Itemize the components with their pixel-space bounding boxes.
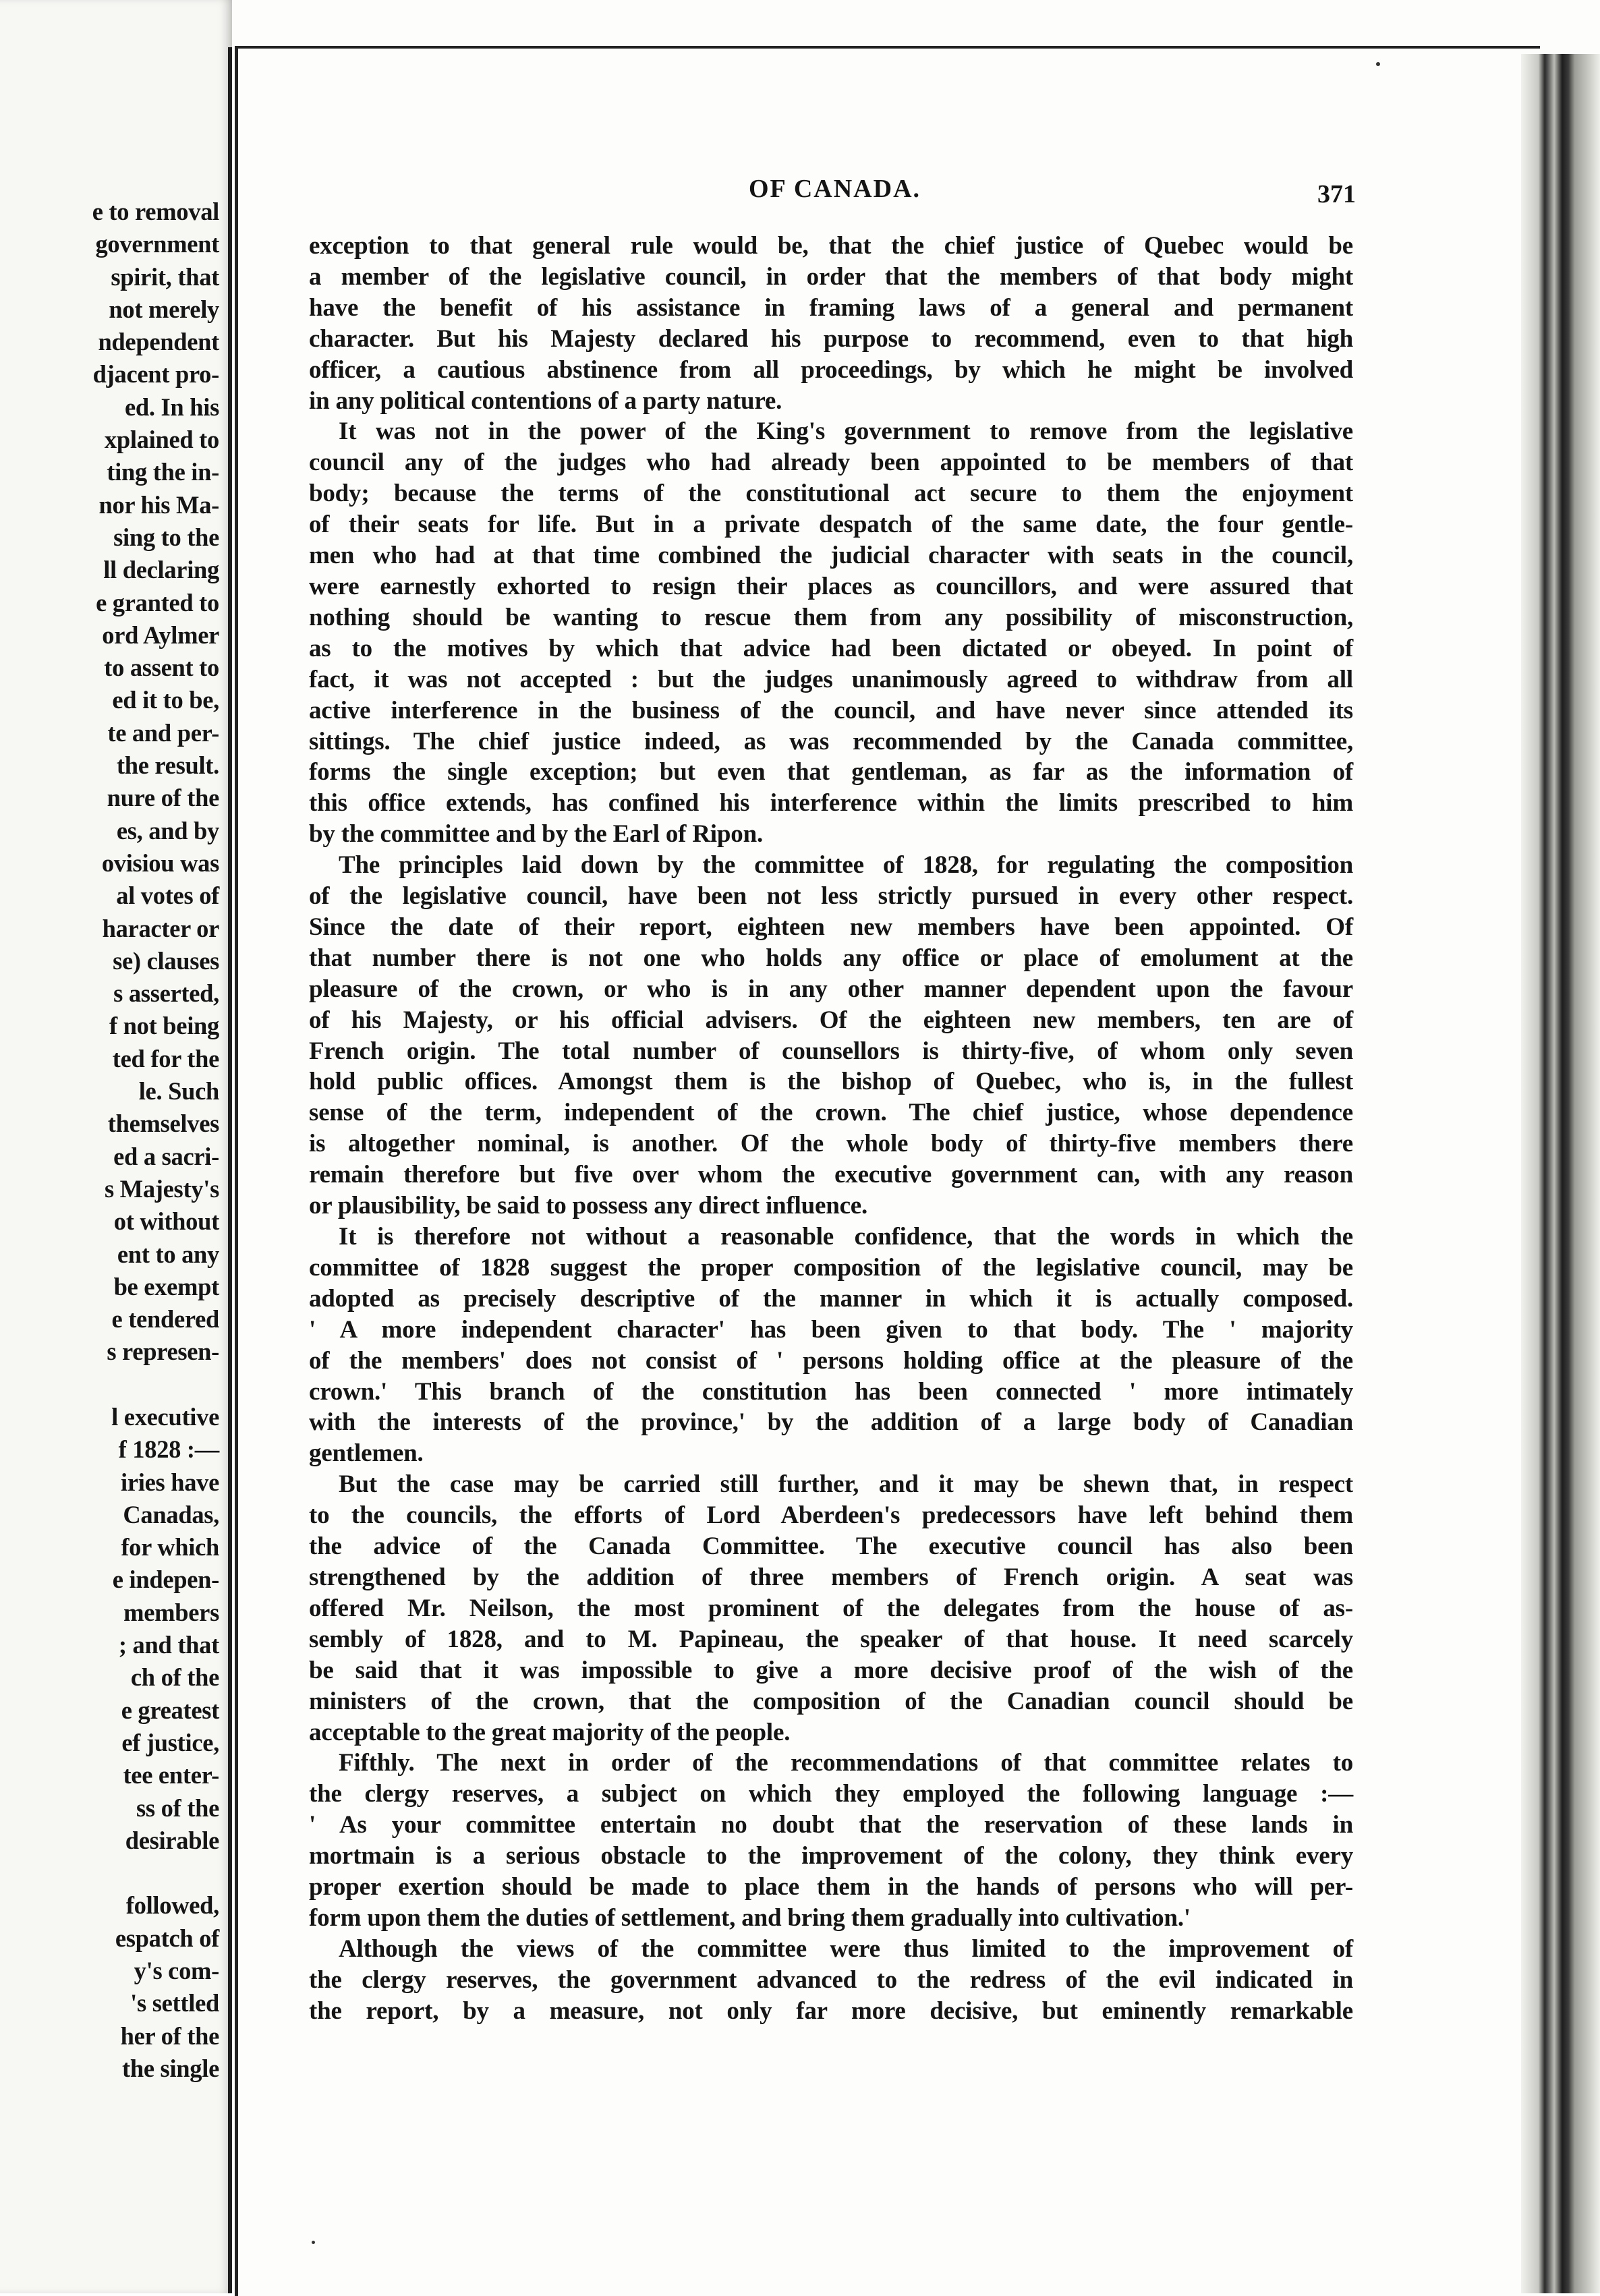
text-line: exception to that general rule would be, that the chief justice of Quebec would be (309, 232, 1353, 260)
facing-page-line: al votes of (116, 882, 219, 910)
text-line: Although the views of the committee were thus limited to the improvement of (339, 1934, 1353, 1963)
facing-page-line: e greatest (121, 1696, 219, 1724)
facing-page-line: l executive (111, 1402, 219, 1431)
text-line: nothing should be wanting to rescue them from any possibility of misconstruction, (309, 603, 1353, 631)
text-line: mortmain is a serious obstacle to the improvement of the colony, they think every (309, 1842, 1353, 1870)
gutter-edge (228, 47, 232, 2293)
facing-page-line: not merely (109, 295, 219, 323)
facing-page-line: her of the (120, 2021, 219, 2050)
facing-page-line: members (123, 1598, 219, 1626)
facing-page-line: be exempt (113, 1272, 219, 1300)
text-line: have the benefit of his assistance in framing laws of a general and permanent (309, 293, 1353, 322)
facing-page-line: ll declaring (103, 556, 219, 584)
text-line: be said that it was impossible to give a more decisive proof of the wish of the (309, 1656, 1353, 1684)
facing-page-fragment (0, 0, 232, 2293)
facing-page-line: government (95, 230, 219, 258)
facing-page-line: the result. (116, 751, 219, 780)
text-line: officer, a cautious abstinence from all proceedings, by which he might be involved (309, 355, 1353, 384)
text-line: of the members' does not consist of ' persons holding office at the pleasure of the (309, 1346, 1353, 1375)
text-line: council any of the judges who had already been appointed to be members of that (309, 449, 1353, 477)
facing-page-line: djacent pro- (92, 360, 219, 389)
text-line: fact, it was not accepted : but the judges unanimously agreed to withdraw from all (309, 665, 1353, 693)
facing-page-line: followed, (125, 1891, 219, 1920)
facing-page-line: xplained to (104, 426, 219, 454)
facing-page-line: themselves (107, 1110, 219, 1138)
text-line: The principles laid down by the committee of 1828, for regulating the composition (339, 851, 1353, 880)
text-line: hold public offices. Amongst them is the bishop of Quebec, who is, in the fullest (309, 1068, 1353, 1096)
facing-page-line: desirable (125, 1826, 219, 1854)
paragraph (309, 1934, 1353, 2027)
facing-page-line: ovisiou was (101, 849, 219, 877)
facing-page-line: s asserted, (113, 979, 219, 1008)
facing-page-line: ed it to be, (112, 686, 219, 714)
text-line: in any political contentions of a party nature. (309, 386, 782, 415)
facing-page-line: the single (121, 2054, 219, 2082)
text-line: sittings. The chief justice indeed, as was recommended by the Canada committee, (309, 727, 1353, 755)
text-line: or plausibility, be said to possess any direct influence. (309, 1192, 868, 1220)
facing-page-line: tee enter- (123, 1761, 219, 1789)
text-line: acceptable to the great majority of the people. (309, 1718, 791, 1746)
text-line: this office extends, has confined his interference within the limits prescribed to him (309, 789, 1353, 817)
running-head: OF CANADA. (749, 175, 921, 203)
text-line: character. But his Majesty declared his purpose to recommend, even to that high (309, 324, 1353, 353)
facing-page-line: ent to any (117, 1240, 219, 1268)
text-line: form upon them the duties of settlement, and bring them gradually into cultivation.' (309, 1903, 1191, 1932)
paragraph (309, 416, 1353, 850)
facing-page-line: nor his Ma- (98, 490, 219, 519)
facing-page-line: s Majesty's (104, 1174, 219, 1203)
facing-page-line: 's settled (130, 1989, 219, 2017)
page-header (317, 174, 1356, 214)
facing-page-line: ef justice, (121, 1728, 219, 1756)
text-line: of their seats for life. But in a private despatch of the same date, the four gentle- (309, 511, 1353, 539)
text-line: French origin. The total number of counsellors is thirty-five, of whom only seven (309, 1037, 1353, 1065)
text-line: It is therefore not without a reasonable confidence, that the words in which the (339, 1223, 1353, 1251)
page-number: 371 (1317, 180, 1356, 208)
facing-page-line: ndependent (98, 328, 219, 356)
text-line: But the case may be carried still further, and it may be shewn that, in respect (339, 1470, 1353, 1499)
text-line: offered Mr. Neilson, the most prominent of the delegates from the house of as- (309, 1594, 1353, 1622)
text-line: proper exertion should be made to place them in the hands of persons who will per- (309, 1873, 1353, 1901)
text-line: committee of 1828 suggest the proper composition of the legislative council, may be (309, 1253, 1353, 1282)
facing-page-line: ch of the (130, 1663, 219, 1692)
facing-page-line: f 1828 :— (118, 1435, 219, 1464)
body-text (309, 231, 1353, 2027)
facing-page-line: ted for the (112, 1044, 219, 1072)
facing-page-line: e indepen- (112, 1566, 219, 1594)
text-line: the clergy reserves, the government advanced to the redress of the evil indicated in (309, 1965, 1353, 1994)
text-line: that number there is not one who holds any office or place of emolument at the (309, 944, 1353, 972)
facing-page-line: f not being (109, 1012, 219, 1040)
facing-page-line: s represen- (107, 1338, 219, 1366)
text-line: ministers of the crown, that the composition of the Canadian council should be (309, 1687, 1353, 1715)
text-line: ' A more independent character' has been given to that body. The ' majority (309, 1315, 1353, 1344)
text-line: sense of the term, independent of the crown. The chief justice, whose dependence (309, 1099, 1353, 1127)
book-edge (1521, 54, 1600, 2293)
scan-speck (1376, 62, 1380, 66)
facing-page-line: to assent to (104, 654, 219, 682)
facing-page-line: se) clauses (113, 946, 219, 975)
text-line: pleasure of the crown, or who is in any other manner dependent upon the favour (309, 975, 1353, 1003)
facing-page-line: e granted to (96, 588, 219, 616)
text-line: body; because the terms of the constitutional act secure to them the enjoyment (309, 480, 1353, 508)
facing-page-line: Canadas, (123, 1500, 219, 1528)
facing-page-text (0, 196, 219, 2085)
facing-page-line: e to removal (92, 198, 219, 225)
facing-page-line: ed a sacri- (113, 1142, 219, 1170)
facing-page-line: for which (121, 1533, 219, 1561)
text-line: Fifthly. The next in order of the recommendations of that committee relates to (339, 1749, 1353, 1777)
text-line: crown.' This branch of the constitution has been connected ' more intimately (309, 1377, 1353, 1406)
text-line: ' As your committee entertain no doubt that the reservation of these lands in (309, 1811, 1353, 1839)
paragraph (309, 1222, 1353, 1469)
text-line: a member of the legislative council, in order that the members of that body might (309, 262, 1353, 291)
facing-page-line: te and per- (107, 718, 219, 747)
text-line: adopted as precisely descriptive of the manner in which it is actually composed. (309, 1284, 1353, 1313)
text-line: men who had at that time combined the judicial character with seats in the council, (309, 542, 1353, 570)
text-line: forms the single exception; but even that gentleman, as far as the information of (309, 758, 1353, 786)
facing-page-line: haracter or (102, 914, 219, 942)
text-line: is altogether nominal, is another. Of the whole body of thirty-five members there (309, 1130, 1353, 1158)
text-line: active interference in the business of the council, and have never since attended its (309, 696, 1353, 724)
facing-page-line: e tendered (111, 1305, 219, 1333)
text-line: sembly of 1828, and to M. Papineau, the speaker of that house. It need scarcely (309, 1625, 1353, 1653)
facing-page-line: ss of the (136, 1793, 219, 1822)
text-line: were earnestly exhorted to resign their places as councillors, and were assured that (309, 572, 1353, 600)
text-line: as to the motives by which that advice had been dictated or obeyed. In point of (309, 634, 1353, 662)
text-line: to the councils, the efforts of Lord Aberdeen's predecessors have left behind them (309, 1501, 1353, 1530)
facing-page-line: ; and that (118, 1631, 219, 1659)
facing-page-line: ed. In his (124, 393, 219, 421)
text-line: by the committee and by the Earl of Ripon. (309, 820, 763, 849)
text-line: Since the date of their report, eighteen new members have been appointed. Of (309, 913, 1353, 941)
paragraph (309, 231, 1353, 416)
paragraph (309, 1469, 1353, 1748)
text-line: the advice of the Canada Committee. The executive council has also been (309, 1532, 1353, 1561)
scan-speck (312, 2241, 315, 2244)
paragraph (309, 1748, 1353, 1933)
facing-page-line: es, and by (116, 816, 219, 844)
facing-page-line: ot without (113, 1207, 219, 1236)
facing-page-line: y's com- (134, 1957, 219, 1985)
facing-page-line: ord Aylmer (102, 621, 219, 649)
text-line: the report, by a measure, not only far more decisive, but eminently remarkable (309, 1997, 1353, 2025)
paragraph (309, 850, 1353, 1222)
facing-page-line: iries have (120, 1468, 219, 1496)
facing-page-line (0, 1369, 219, 1401)
text-line: with the interests of the province,' by the addition of a large body of Canadian (309, 1408, 1353, 1437)
facing-page-line: spirit, that (111, 262, 219, 291)
text-line: the clergy reserves, a subject on which they employed the following language :— (309, 1780, 1353, 1808)
facing-page-line: sing to the (113, 523, 219, 551)
facing-page-line: ting the in- (107, 458, 219, 486)
text-line: of his Majesty, or his official advisers. Of the eighteen new members, ten are of (309, 1006, 1353, 1034)
text-line: strengthened by the addition of three members of French origin. A seat was (309, 1563, 1353, 1591)
facing-page-line: espatch of (115, 1924, 219, 1952)
text-line: It was not in the power of the King's government to remove from the legislative (339, 418, 1353, 446)
facing-page-line (0, 1857, 219, 1889)
facing-page-line: le. Such (138, 1077, 219, 1106)
text-line: of the legislative council, have been not less strictly pursued in every other respect. (309, 882, 1353, 911)
text-line: remain therefore but five over whom the executive government can, with any reason (309, 1161, 1353, 1189)
text-line: gentlemen. (309, 1439, 424, 1468)
facing-page-line: nure of the (107, 784, 219, 812)
